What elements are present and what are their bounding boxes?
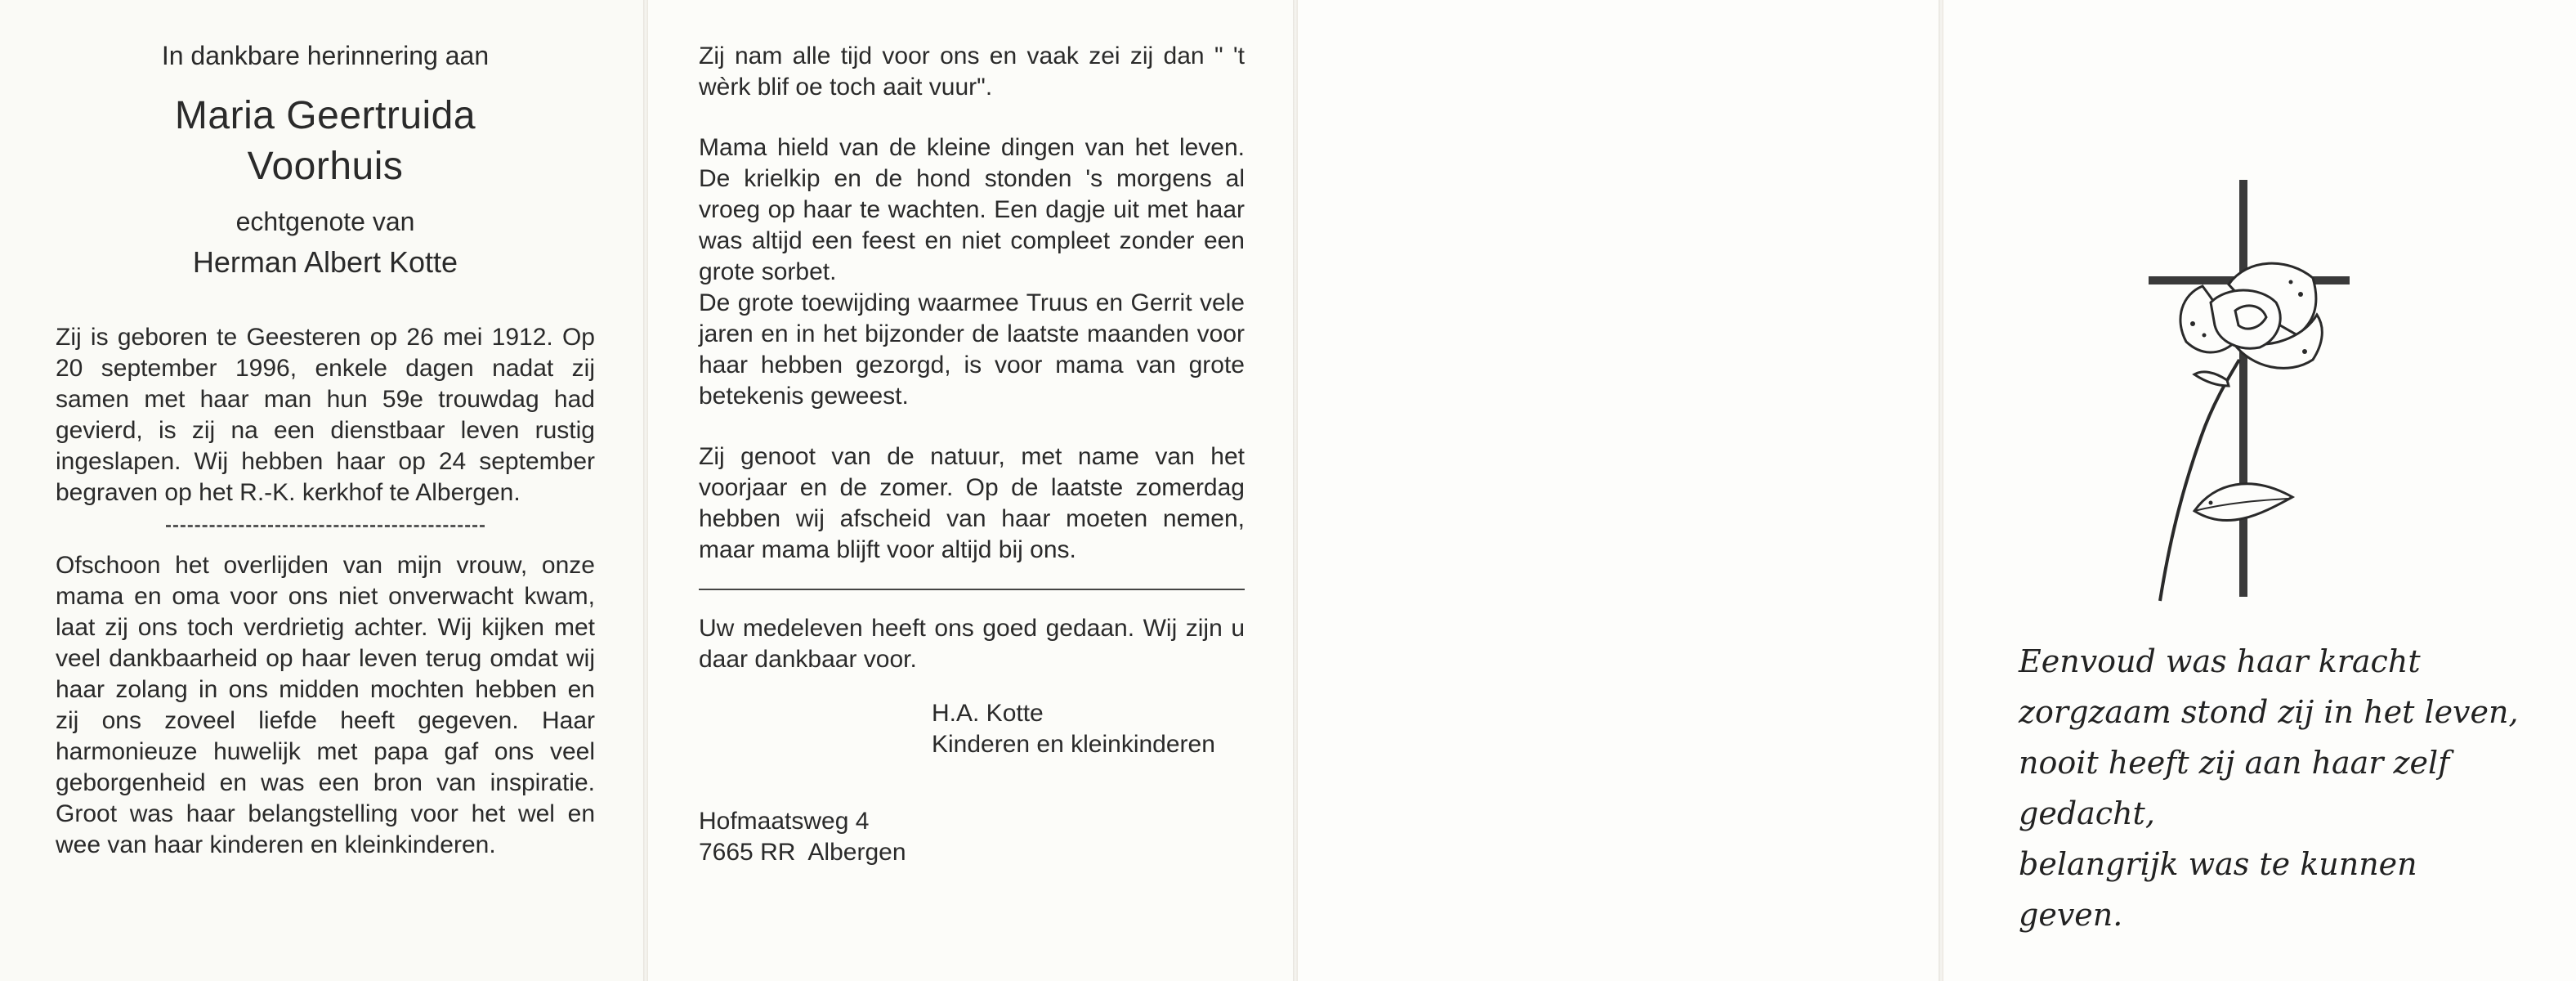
thanks-paragraph: Uw medeleven heeft ons goed gedaan. Wij zijn u daar dankbaar voor. bbox=[699, 615, 1245, 673]
spouse-intro: echtgenote van bbox=[235, 207, 415, 236]
signature-block bbox=[932, 698, 1245, 760]
address-city: 7665 RR Albergen bbox=[699, 839, 906, 866]
poem bbox=[2019, 636, 2525, 940]
deceased-name-first: Maria Geertruida bbox=[174, 94, 476, 137]
poem-line-1: Eenvoud was haar kracht bbox=[2019, 643, 2421, 679]
little-things-paragraph: Mama hield van de kleine dingen van het leven. De krielkip en de hond stonden 's morgens al vroeg op haar te wachten. Een dagje uit met haar was altijd een feest en niet compleet zonder een grote sorbet. bbox=[699, 134, 1245, 285]
fold-line bbox=[1939, 0, 1943, 981]
nature-paragraph: Zij genoot van de natuur, met name van het voorjaar en de zomer. Op de laatste zomerdag hebben wij afscheid van haar moeten nemen, maar mama blijft voor altijd bij ons. bbox=[699, 443, 1245, 563]
care-paragraph: De grote toewijding waarmee Truus en Gerrit vele jaren en in het bijzonder de laatste maanden voor haar hebben gezorgd, is voor mama van grote betekenis geweest. bbox=[699, 289, 1245, 410]
cross-with-rose-icon bbox=[2137, 180, 2350, 605]
quote-paragraph: Zij nam alle tijd voor ons en vaak zei zij dan " 't wèrk blif oe toch aait vuur". bbox=[699, 43, 1245, 101]
poem-line-3: nooit heeft zij aan haar zelf gedacht, bbox=[2019, 745, 2450, 831]
remembrance-paragraph: Ofschoon het overlijden van mijn vrouw, onze mama en oma voor ons niet onverwacht kwam, laat zij ons toch verdrietig achter. Wij kijken met veel dankbaarheid op haar leven terug omdat wij haar zolang in ons midden mochten hebben en zij ons zoveel liefde heeft gegeven. Haar harmonieuze huwelijk met papa gaf ons veel geborgenheid en was een bron van inspiratie. Groot was haar belangstelling voor het wel en wee van haar kinderen en kleinkinderen. bbox=[56, 552, 595, 858]
address-street: Hofmaatsweg 4 bbox=[699, 808, 870, 835]
dash-dot-divider bbox=[166, 525, 485, 527]
intro-line: In dankbare herinnering aan bbox=[161, 41, 490, 70]
fold-line bbox=[1293, 0, 1298, 981]
fold-line bbox=[643, 0, 648, 981]
signature-name: H.A. Kotte bbox=[932, 700, 1044, 727]
poem-line-2: zorgzaam stond zij in het leven, bbox=[2019, 694, 2519, 730]
divider-line bbox=[699, 589, 1245, 590]
panel-blank bbox=[1295, 0, 1941, 981]
address-block bbox=[699, 806, 1245, 868]
spouse-name: Herman Albert Kotte bbox=[192, 245, 458, 279]
poem-line-4: belangrijk was te kunnen geven. bbox=[2019, 846, 2417, 933]
memorial-text-continued bbox=[699, 41, 1245, 868]
deceased-name-last: Voorhuis bbox=[247, 145, 404, 188]
signature-family: Kinderen en kleinkinderen bbox=[932, 731, 1215, 758]
biography-paragraph: Zij is geboren te Geesteren op 26 mei 1912. Op 20 september 1996, enkele dagen nadat zij samen met haar man hun 59e trouwdag had gevierd, is zij na een dienstbaar leven rustig ingeslapen. Wij hebben haar op 24 september begraven op het R.-K. kerkhof te Albergen. bbox=[56, 324, 595, 506]
memorial-text bbox=[56, 41, 595, 861]
